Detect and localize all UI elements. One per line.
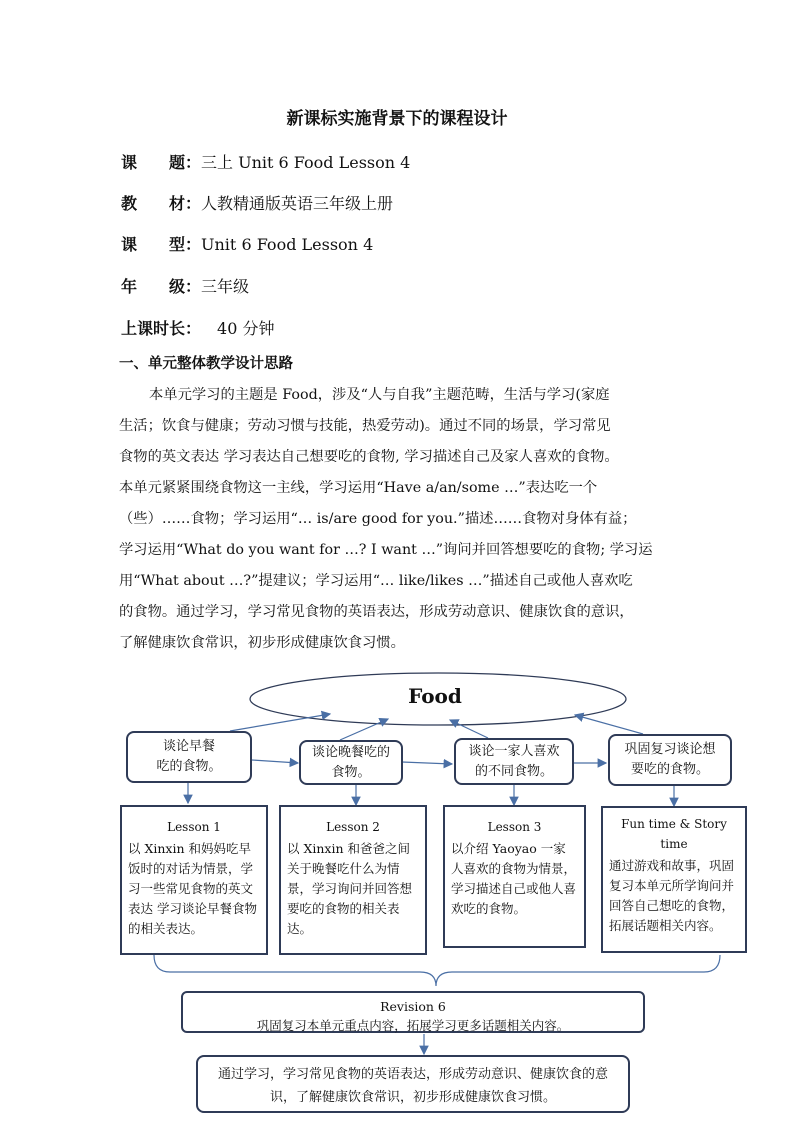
lesson-title: Lesson 2 (326, 820, 380, 834)
revision-title: Revision 6 (380, 999, 446, 1014)
topic-review: 巩固复习谈论想 要吃的食物。 (608, 734, 732, 786)
paragraph-line: 生活；饮食与健康；劳动习惯与技能，热爱劳动)。通过不同的场景，学习常见 (119, 418, 611, 434)
paragraph-line: 本单元学习的主题是 Food，涉及“人与自我”主题范畴，生活与学习(家庭 (149, 387, 610, 403)
meta-label: 课 题： (121, 153, 202, 172)
paragraph-line: 的食物。通过学习，学习常见食物的英语表达，形成劳动意识、健康饮食的意识， (119, 604, 634, 620)
lesson-fun-story-box (601, 806, 747, 953)
section-heading: 一、单元整体教学设计思路 (119, 355, 293, 372)
paragraph-line: 本单元紧紧围绕食物这一主线，学习运用“Have a/an/some …”表达吃一个 (119, 480, 598, 496)
paragraph-line: 食物的英文表达 学习表达自己想要吃的食物, 学习描述自己及家人喜欢的食物。 (119, 449, 619, 465)
lesson-body: 以 Xinxin 和妈妈吃早饭时的对话为情景，学习一些常见食物的英文表达 学习谈论早餐食物的相关表达。 (128, 841, 257, 936)
topic-dinner: 谈论晚餐吃的 食物。 (299, 740, 403, 785)
meta-value: 人教精通版英语三年级上册 (201, 194, 394, 213)
lesson-body: 以介绍 Yaoyao 一家人喜欢的食物为情景，学习描述自己或他人喜欢吃的食物。 (451, 841, 577, 916)
lesson-1-box (120, 805, 268, 955)
lesson-3-box (443, 805, 586, 948)
lesson-body: 以 Xinxin 和爸爸之间关于晚餐吃什么为情景，学习询问并回答想要吃的食物的相关表达。 (287, 841, 413, 936)
meta-label: 年 级： (121, 277, 202, 296)
lesson-body: 通过游戏和故事，巩固复习本单元所学询问并回答自己想吃的食物，拓展话题相关内容。 (609, 858, 735, 933)
meta-value: Unit 6 Food Lesson 4 (201, 235, 374, 254)
page-title: 新课标实施背景下的课程设计 (286, 109, 508, 129)
paragraph-line: 学习运用“What do you want for …? I want …”询问并回答想要吃的食物; 学习运 (119, 542, 653, 558)
food-center-label: Food (408, 684, 462, 708)
meta-value: 40 分钟 (201, 319, 275, 338)
conclusion-box: 通过学习，学习常见食物的英语表达，形成劳动意识、健康饮食的意识，了解健康饮食常识，初步形成健康饮食习惯。 (196, 1055, 630, 1113)
revision-box (181, 991, 645, 1033)
meta-label: 课 型： (121, 235, 202, 254)
paragraph-line: 了解健康饮食常识，初步形成健康饮食习惯。 (119, 635, 405, 651)
meta-label: 教 材： (121, 194, 202, 213)
lesson-title: Fun time & Story time (621, 817, 727, 851)
lesson-2-box (279, 805, 427, 955)
paragraph-line: 用“What about …?”提建议；学习运用“… like/likes …”描述自己或他人喜欢吃 (119, 573, 633, 589)
topic-breakfast: 谈论早餐 吃的食物。 (126, 731, 252, 783)
lesson-title: Lesson 1 (167, 820, 221, 834)
paragraph-line: （些）……食物；学习运用“… is/are good for you.”描述……食物对身体有益； (119, 511, 637, 527)
revision-body: 巩固复习本单元重点内容，拓展学习更多话题相关内容。 (256, 1018, 570, 1033)
topic-family-food: 谈论一家人喜欢 的不同食物。 (454, 738, 574, 785)
meta-value: 三上 Unit 6 Food Lesson 4 (201, 153, 411, 172)
meta-label: 上课时长： (121, 319, 202, 338)
lesson-title: Lesson 3 (487, 820, 542, 834)
meta-value: 三年级 (201, 277, 250, 296)
